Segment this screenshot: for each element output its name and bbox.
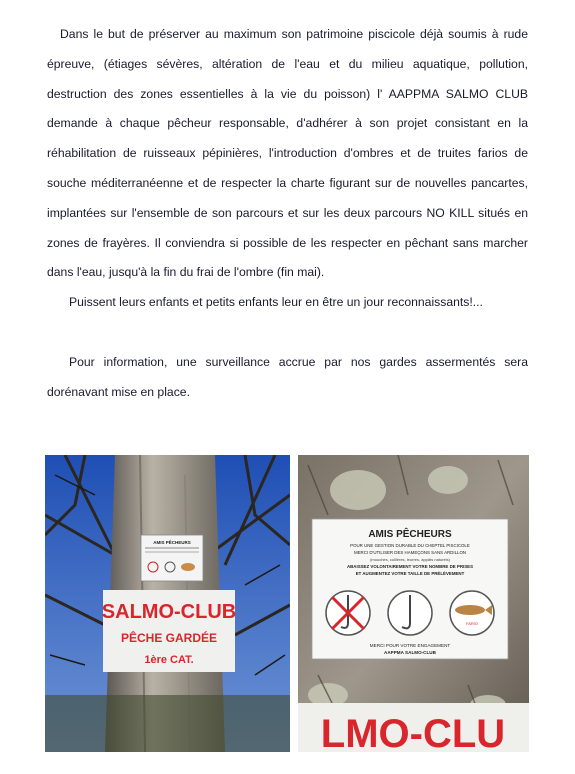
sign-line5: ET AUGMENTEZ VOTRE TAILLE DE PRÉLÈVEMENT <box>355 571 465 576</box>
paragraph-wish: Puissent leurs enfants et petits enfants leur en être un jour reconnaissants!... <box>69 295 483 310</box>
fario-trout-icon <box>450 591 494 635</box>
sign-footer1: MERCI POUR VOTRE ENGAGEMENT <box>369 643 451 648</box>
photo-salmo-club-sign <box>45 455 290 752</box>
sign-footer2: AAPPMA SALMO-CLUB <box>384 650 436 655</box>
sign-line4: ABAISSEZ VOLONTAIREMENT VOTRE NOMBRE DE PRISES <box>346 564 474 569</box>
sign-peche-gardee: PÊCHE GARDÉE <box>120 631 218 645</box>
sign-title: AMIS PÊCHEURS <box>368 529 452 540</box>
sign-salmo-club: SALMO-CLUB <box>101 601 237 623</box>
amis-pecheurs-rules-sign <box>312 519 508 659</box>
salmo-club-big-sign <box>102 590 236 672</box>
article-text <box>47 20 528 408</box>
photo-amis-pecheurs-sign <box>298 455 529 752</box>
sign-line3: (mouches, cuillères, leurres, appâts naturels) <box>370 557 450 562</box>
small-sign-title: AMIS PÊCHEURS <box>153 540 191 545</box>
barbless-hook-icon <box>388 591 432 635</box>
sign-line2: MERCI D'UTILISER DES HAMEÇONS SANS ARDILLON <box>353 550 467 555</box>
paragraph-main: Dans le but de préserver au maximum son patrimoine piscicole déjà soumis à rude épreuve, (étiages sévères, altération de l'eau et du milieu aquatique, pollution, destruction des zones essentielles à la vie du poisson) l' AAPPMA SALMO CLUB demande à chaque pêcheur responsable, d'adhérer à son projet consistant en la réhabilitation de ruisseaux pépinières, l'introduction d'ombres et de truites farios de souche méditerranéenne et de respecter la charte figurant sur de nouvelles pancartes, implantées sur l'ensemble de son parcours et sur les deux parcours NO KILL situés en zones de frayères. Il conviendra si possible de les respecter en pêchant sans marcher dans l'eau, jusqu'à la fin du frai de l'ombre (fin mai). <box>47 27 528 280</box>
bottom-salmo-club-sign <box>298 703 529 752</box>
small-amis-pecheurs-sign <box>141 535 203 581</box>
paragraph-information: Pour information, une surveillance accrue par nos gardes assermentés sera dorénavant mise en place. <box>47 354 528 399</box>
sign-categorie: 1ère CAT. <box>144 654 194 666</box>
fish-label: FARIO <box>465 621 479 626</box>
barbed-hook-crossed-icon <box>326 591 370 635</box>
bottom-sign-text: LMO-CLU <box>320 712 506 752</box>
sign-line1: POUR UNE GESTION DURABLE DU CHEPTEL PISCICOLE <box>350 543 470 548</box>
